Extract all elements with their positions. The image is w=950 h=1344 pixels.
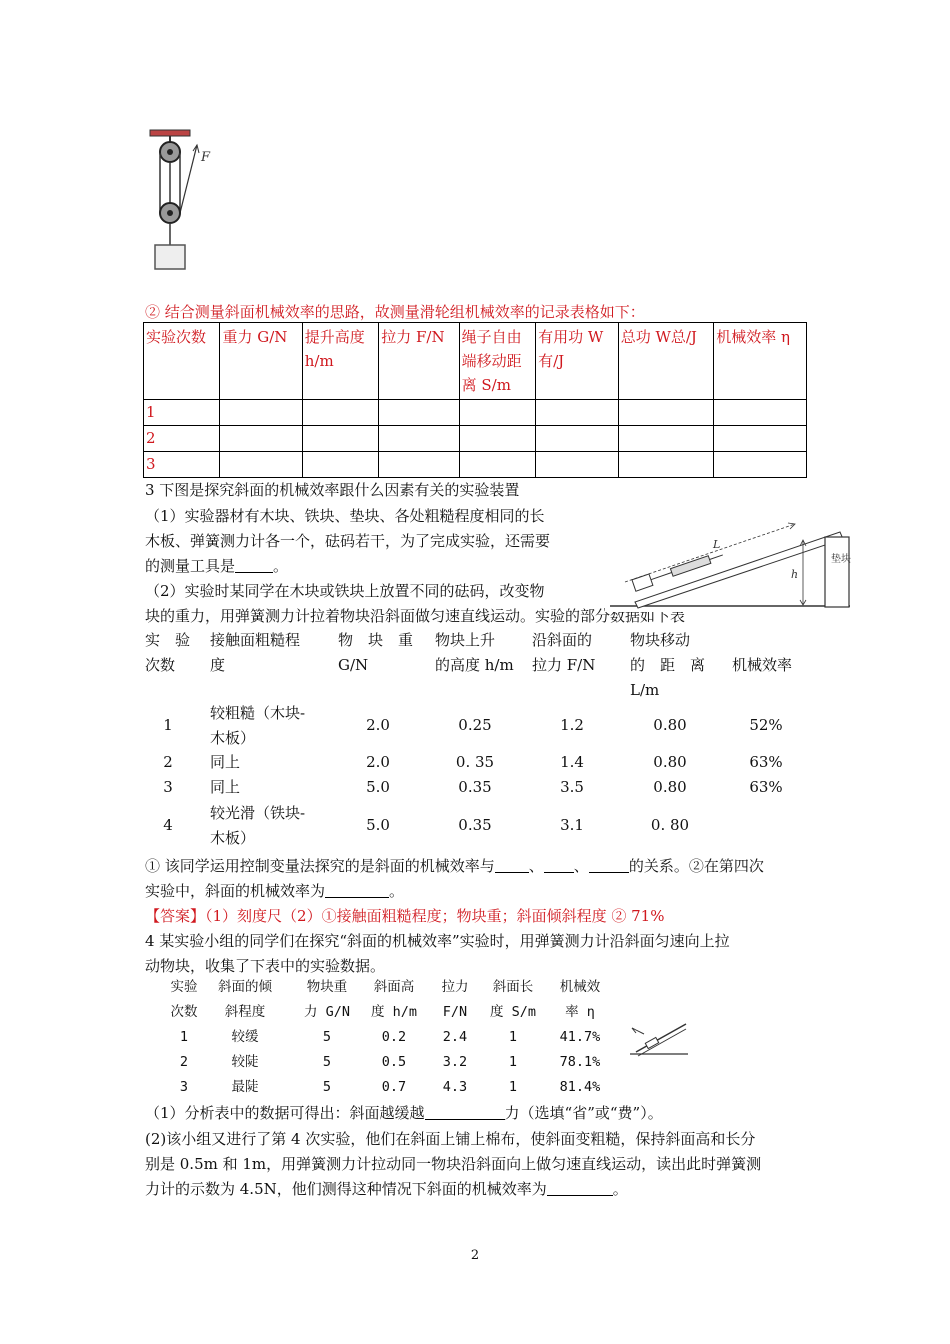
q3-p2a: （2）实验时某同学在木块或铁块上放置不同的砝码，改变物	[145, 582, 545, 600]
table-cell: 较粗糙（木块-	[210, 704, 306, 722]
q4-p2a: (2)该小组又进行了第 4 次实验，他们在斜面上铺上棉布，使斜面变粗糙，保持斜面高和长分	[145, 1130, 756, 1148]
table-cell: G/N	[338, 656, 369, 674]
table-header-cell: 斜面长	[492, 979, 534, 995]
table-cell: 4.3	[442, 1079, 468, 1095]
table-cell: 63%	[749, 778, 783, 796]
table-header-cell: 机械效	[559, 979, 601, 995]
record-header-cell: 有用功 W 有/J	[536, 323, 619, 400]
table-cell: 最陡	[231, 1079, 259, 1095]
table-cell: 0.35	[458, 778, 492, 796]
q4-p2b: 别是 0.5m 和 1m，用弹簧测力计拉动同一物块沿斜面向上做匀速直线运动，读出此时弹簧测	[145, 1155, 762, 1173]
height-label: h	[791, 568, 799, 581]
record-header-cell: 绳子自由 端移动距 离 S/m	[459, 323, 535, 400]
record-header-cell: 重力 G/N	[220, 323, 302, 400]
q3-question-a: ① 该同学运用控制变量法探究的是斜面的机械效率与 、 、 的关系。②在第四次	[145, 857, 764, 875]
q4-title-a: 4 某实验小组的同学们在探究“斜面的机械效率”实验时，用弹簧测力计沿斜面匀速向上拉	[145, 932, 730, 950]
table-cell: 2.4	[442, 1029, 468, 1045]
table-header-cell: F/N	[442, 1004, 468, 1020]
table-cell: 3	[179, 1079, 189, 1095]
table-cell: 41.7%	[559, 1029, 601, 1045]
q3-p1a: （1）实验器材有木块、铁块、垫块、各处粗糙程度相同的长	[145, 507, 545, 525]
table-cell: 的高度 h/m	[435, 656, 514, 674]
table-cell: 1	[508, 1079, 518, 1095]
table-header-cell: 拉力	[441, 979, 469, 995]
table-cell: 5	[322, 1079, 332, 1095]
table-cell: 木板）	[210, 829, 256, 847]
table-cell: L/m	[630, 681, 660, 699]
record-header-cell: 拉力 F/N	[379, 323, 459, 400]
table-cell: 物块移动	[630, 631, 691, 649]
table-header-cell: 力 G/N	[303, 1004, 350, 1020]
table-cell: 接触面粗糙程	[210, 631, 301, 649]
table-cell: 较缓	[231, 1029, 259, 1045]
length-label: L	[713, 538, 721, 551]
table-cell: 0.80	[653, 778, 687, 796]
q4-p1: （1）分析表中的数据可得出：斜面越缓越 力（选填“省”或“费”）。	[145, 1104, 663, 1122]
q3-question-b: 实验中，斜面的机械效率为 。	[145, 882, 405, 900]
table-cell: 次数	[145, 656, 176, 674]
table-header-cell: 度 h/m	[370, 1004, 417, 1020]
pad-block-label: 垫块	[831, 554, 851, 565]
table-header-cell: 实验	[170, 979, 198, 995]
table-cell: 0.5	[381, 1054, 407, 1070]
table-header-cell: 斜面高	[373, 979, 415, 995]
table-cell: 较光滑（铁块-	[210, 804, 306, 822]
table-cell: 0. 35	[455, 753, 495, 771]
table-header-cell: 次数	[170, 1004, 198, 1020]
table-header-cell: 率 η	[565, 1004, 595, 1020]
table-cell: 5	[322, 1054, 332, 1070]
force-label: F	[201, 150, 211, 165]
q3-p1c: 的测量工具是 。	[145, 557, 289, 575]
q3-p1b: 木板、弹簧测力计各一个，砝码若干，为了完成实验，还需要	[145, 532, 551, 550]
table-cell: 2	[163, 753, 173, 771]
small-incline-icon	[628, 1018, 690, 1058]
table-cell: 81.4%	[559, 1079, 601, 1095]
table-cell: 1	[179, 1029, 189, 1045]
table-row: 1	[144, 400, 807, 426]
table-cell: 2.0	[366, 753, 390, 771]
table-cell: 2.0	[366, 716, 390, 734]
record-header-cell: 提升高度 h/m	[302, 323, 378, 400]
table-cell: 较陡	[231, 1054, 259, 1070]
table-cell: 0.80	[653, 753, 687, 771]
table-cell: 3.2	[442, 1054, 468, 1070]
table-row: 3	[144, 452, 807, 478]
q4-p2c: 力计的示数为 4.5N，他们测得这种情况下斜面的机械效率为 。	[145, 1180, 628, 1198]
incline-diagram	[605, 512, 855, 612]
table-cell: 0. 80	[650, 816, 690, 834]
table-cell: 同上	[210, 753, 241, 771]
table-cell: 2	[179, 1054, 189, 1070]
table-cell: 物块上升	[435, 631, 496, 649]
table-cell: 实 验	[145, 631, 191, 649]
table-header-cell: 度 S/m	[489, 1004, 536, 1020]
record-header-cell: 机械效率 η	[714, 323, 807, 400]
table-cell: 同上	[210, 778, 241, 796]
table-cell: 3.5	[560, 778, 584, 796]
q4-title-b: 动物块，收集了下表中的实验数据。	[145, 957, 386, 975]
table-cell: 5.0	[366, 816, 390, 834]
pulley-diagram	[145, 125, 220, 275]
table-cell: 1.2	[560, 716, 584, 734]
record-header-cell: 总功 W总/J	[618, 323, 714, 400]
record-table	[143, 322, 807, 478]
table-row: 2	[144, 426, 807, 452]
table-cell: 0.35	[458, 816, 492, 834]
page-number: 2	[470, 1248, 480, 1263]
table-cell: 沿斜面的	[532, 631, 593, 649]
table-cell: 3.1	[560, 816, 584, 834]
table-header-cell: 斜面的倾	[218, 979, 272, 995]
table-cell: 机械效率	[732, 656, 793, 674]
sec2-intro: ② 结合测量斜面机械效率的思路，故测量滑轮组机械效率的记录表格如下：	[145, 303, 645, 321]
table-cell: 拉力 F/N	[532, 656, 596, 674]
table-cell: 的 距 离	[630, 656, 706, 674]
table-cell: 度	[210, 656, 226, 674]
table-cell: 0.80	[653, 716, 687, 734]
table-cell: 0.25	[458, 716, 492, 734]
table-header-cell: 斜程度	[224, 1004, 266, 1020]
table-cell: 1	[163, 716, 173, 734]
table-cell: 物 块 重	[338, 631, 414, 649]
table-cell: 1	[508, 1029, 518, 1045]
table-cell: 0.7	[381, 1079, 407, 1095]
table-header-cell: 物块重	[306, 979, 348, 995]
table-cell: 5	[322, 1029, 332, 1045]
table-cell: 木板）	[210, 729, 256, 747]
table-cell: 1.4	[560, 753, 584, 771]
q3-answer: 【答案】（1）刻度尺（2）①接触面粗糙程度；物块重；斜面倾斜程度 ② 71%	[145, 907, 665, 925]
table-cell: 52%	[749, 716, 783, 734]
record-header-cell: 实验次数	[144, 323, 220, 400]
table-cell: 5.0	[366, 778, 390, 796]
q3-title: 3 下图是探究斜面的机械效率跟什么因素有关的实验装置	[145, 481, 520, 499]
table-cell: 1	[508, 1054, 518, 1070]
q3-p2b: 块的重力，用弹簧测力计拉着物块沿斜面做匀速直线运动。实验的部分数据如下表	[145, 607, 686, 625]
table-cell: 78.1%	[559, 1054, 601, 1070]
table-cell: 0.2	[381, 1029, 407, 1045]
table-cell: 4	[163, 816, 173, 834]
table-cell: 63%	[749, 753, 783, 771]
table-cell: 3	[163, 778, 173, 796]
